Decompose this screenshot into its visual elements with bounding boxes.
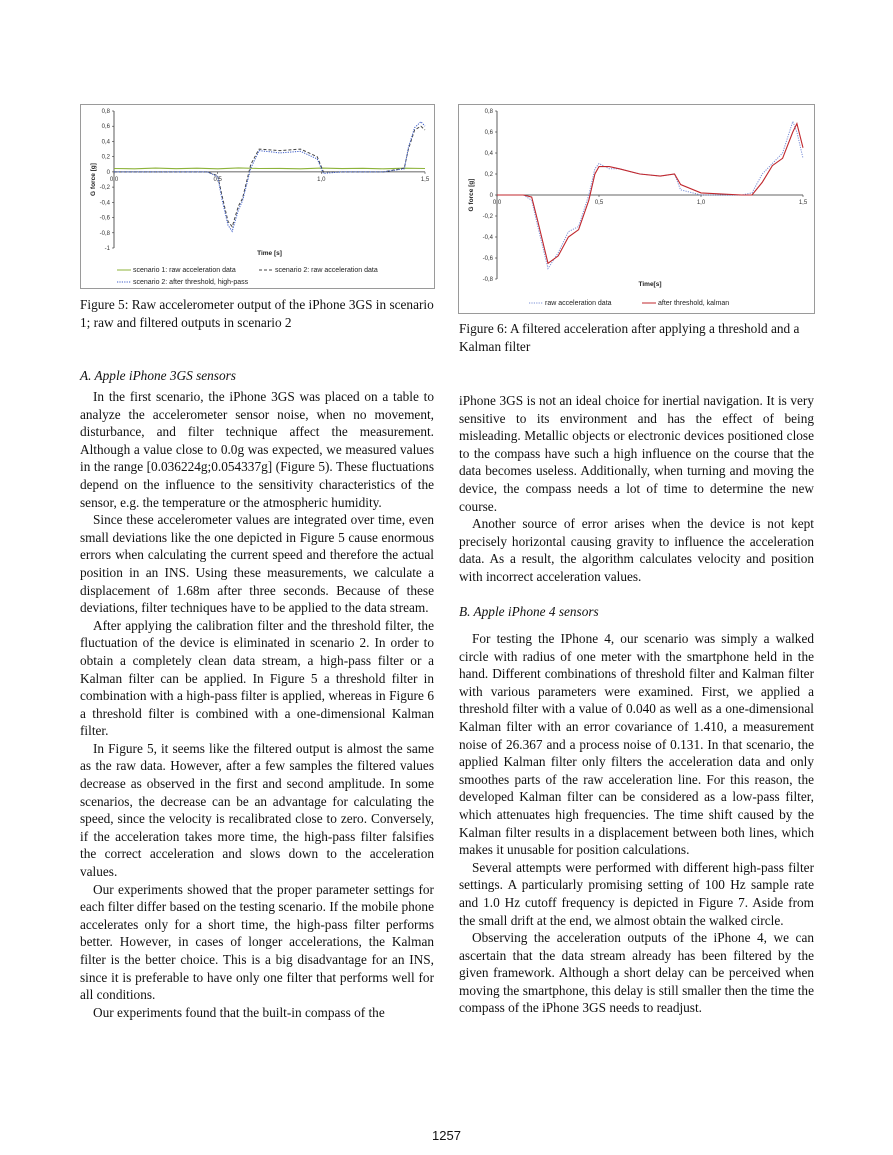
paragraph: In the first scenario, the iPhone 3GS was placed on a table to analyze the accelerometer sensor noise, when no movement, disturbance, and filter technique affect the measurement. Although a value close to 0.0g was expected, we measured values in the range [0.036224g;0.054337g] (Figure 5). These fluctuations depend on the influence to the sensitivity characteristics of the sensor, e.g. the temperature or the atmospheric humidity. xyxy=(80,389,434,510)
y-tick-label: -1 xyxy=(104,246,110,252)
legend-label: scenario 2: after threshold, high-pass xyxy=(133,279,249,286)
x-tick-label: 0,5 xyxy=(213,176,222,183)
right-column-bottom xyxy=(459,630,814,1017)
legend-label: raw acceleration data xyxy=(545,300,612,307)
x-tick-label: 0,0 xyxy=(109,176,119,183)
x-tick-label: 1,0 xyxy=(696,200,706,206)
x-axis-label: Time [s] xyxy=(257,250,282,257)
y-tick-label: -0,4 xyxy=(99,200,110,207)
paragraph: Another source of error arises when the device is not kept precisely horizontal causing gravity to influence the acceleration data. As a result, the algorithm calculates velocity and position with incorrect acceleration values. xyxy=(459,516,814,584)
y-tick-label: -0,8 xyxy=(99,230,110,237)
y-tick-label: -0,4 xyxy=(482,235,493,241)
x-tick-label: 1,5 xyxy=(420,176,430,183)
section-a-heading: A. Apple iPhone 3GS sensors xyxy=(80,368,236,383)
y-tick-label: 0,4 xyxy=(101,139,110,146)
y-tick-label: 0,2 xyxy=(101,154,110,161)
y-tick-label: -0,2 xyxy=(99,185,110,192)
y-tick-label: 0,8 xyxy=(101,109,110,115)
y-tick-label: 0,4 xyxy=(484,151,493,157)
series-line xyxy=(114,122,425,232)
y-tick-label: 0,8 xyxy=(484,109,493,115)
x-tick-label: 0,5 xyxy=(594,200,604,206)
series-line xyxy=(114,126,425,227)
y-tick-label: 0 xyxy=(489,193,493,199)
x-tick-label: 0,0 xyxy=(492,200,502,206)
y-tick-label: -0,6 xyxy=(99,215,110,222)
right-column-top xyxy=(459,392,814,586)
y-tick-label: 0,2 xyxy=(484,172,493,178)
paragraph: iPhone 3GS is not an ideal choice for inertial navigation. It is very sensitive to its environment and has the effect of being misleading. Metallic objects or electronic devices positioned close to the compass have such a high influence on the course that the data becomes useless. Additionally, when turning and moving the device, the compass needs a lot of time to determine the new course. xyxy=(459,393,814,514)
y-tick-label: 0,6 xyxy=(484,130,493,136)
y-tick-label: -0,6 xyxy=(482,256,493,262)
x-axis-label: Time[s] xyxy=(638,281,662,288)
y-tick-label: 0 xyxy=(106,169,110,176)
paragraph: Since these accelerometer values are integrated over time, even small deviations like the one depicted in Figure 5 cause enormous errors when calculating the current speed and therefore the actual position in an INS. Using these measurements, we calculate a displacement of 1.68m after three seconds. Because of these deviations, filter techniques have to be applied to the data stream. xyxy=(80,512,434,616)
left-column xyxy=(80,388,434,1021)
y-axis-label: G force [g] xyxy=(90,163,97,196)
legend-label: scenario 2: raw acceleration data xyxy=(275,267,378,274)
figure-6-caption: Figure 6: A filtered acceleration after applying a threshold and a Kalman filter xyxy=(459,321,800,354)
y-tick-label: 0,6 xyxy=(101,124,110,131)
y-tick-label: -0,8 xyxy=(482,277,493,283)
figure-6-svg xyxy=(459,105,814,313)
page-number: 1257 xyxy=(432,1128,461,1143)
series-line xyxy=(114,168,425,169)
y-axis-label: G force [g] xyxy=(468,178,475,212)
paragraph: Our experiments found that the built-in compass of the xyxy=(93,1004,385,1020)
paragraph: For testing the IPhone 4, our scenario was simply a walked circle with radius of one meter with the smartphone held in the hand. Different combinations of threshold filter and Kalman filter with various parameters were examined. First, we applied a threshold filter with a value of 0.040 as well as a one-dimensional Kalman filter with an error covariance of 1.410, a measurement noise of 26.367 and a process noise of 0.131. In that scenario, the applied Kalman filter only filters the acceleration data and only smoothes parts of the raw acceleration line. For this reason, the developed Kalman filter can be considered as a low-pass filter, which attenuates high frequencies. The time shift caused by the Kalman filter results in a displacement between both lines, which makes it unusable for position calculations. xyxy=(459,631,814,858)
figure-6-chart xyxy=(458,104,815,314)
x-tick-label: 1,0 xyxy=(317,176,326,183)
series-line xyxy=(497,124,803,264)
paragraph: Several attempts were performed with different high-pass filter settings. A particularly promising setting of 100 Hz sample rate and 1.0 Hz cutoff frequency is depicted in Figure 7. Aside from the small drift at the end, we almost obtain the walked circle. xyxy=(459,859,814,928)
figure-5-svg xyxy=(81,105,434,288)
legend-label: scenario 1: raw acceleration data xyxy=(133,267,236,274)
legend-label: after threshold, kalman xyxy=(658,300,730,307)
x-tick-label: 1,5 xyxy=(798,200,808,206)
paragraph: In Figure 5, it seems like the filtered output is almost the same as the raw data. However, after a few samples the filtered values decrease as observed in the first and second amplitude. In some scenarios, the decrease can be an advantage for calculating the speed, since the velocity is recalibrated close to zero. Conversely, if the acceleration takes more time, the high-pass filter falsifies the correct acceleration and slows down to the acceleration values. xyxy=(80,740,434,880)
y-tick-label: -0,2 xyxy=(482,214,493,220)
section-b-heading: B. Apple iPhone 4 sensors xyxy=(459,604,599,619)
paragraph: Our experiments showed that the proper parameter settings for each filter differ based on the testing scenario. If the mobile phone accelerates only for a short time, the high-pass filter performs better. However, in cases of longer accelerations, the Kalman filter is the better choice. This is a big disadvantage for an INS, since it is preferable to have only one filter that performs well for all conditions. xyxy=(80,881,434,1003)
figure-5-chart xyxy=(80,104,435,289)
figure-5-caption: Figure 5: Raw accelerometer output of the iPhone 3GS in scenario 1; raw and filtered outputs in scenario 2 xyxy=(80,297,434,330)
paragraph: Observing the acceleration outputs of the iPhone 4, we can ascertain that the data stream already has been filtered by the given framework. Although a short delay can be perceived when moving the smartphone, this delay is still smaller then the time the compass of the iPhone 3GS needs to readjust. xyxy=(459,930,814,1016)
paragraph: After applying the calibration filter and the threshold filter, the fluctuation of the device is eliminated in scenario 2. In order to obtain a completely clean data stream, a high-pass filter or a Kalman filter can be applied. In Figure 5 a threshold filter in combination with a high-pass filter is applied, whereas in Figure 6 a threshold filter is combined with a one-dimensional Kalman filter. xyxy=(80,617,434,739)
